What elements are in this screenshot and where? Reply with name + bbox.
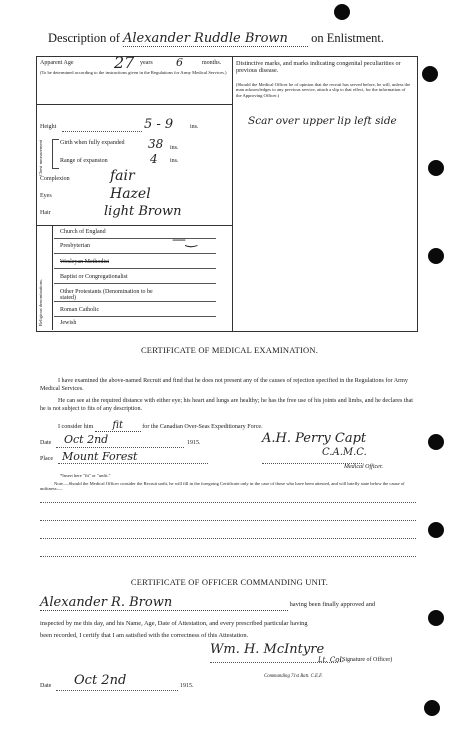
religion-item: Presbyterian (60, 243, 90, 249)
chest-bracket (52, 139, 59, 169)
age-note: (To be determined according to the instructions given in the Regulations for Army Medical Services.) (40, 70, 227, 75)
officer-line-1 (40, 595, 375, 611)
punch-hole (422, 66, 438, 82)
consider-suffix: for the Canadian Over-Seas Expeditionary Force. (142, 424, 263, 430)
marks-note: (Should the Medical Officer be of opinion that the recruit has served before, he will, unless the man acknowledges to any previous service, attach a slip to that effect, for the information of the Approving Officer.) (236, 82, 411, 98)
religion-rule (54, 253, 216, 254)
punch-hole (428, 434, 444, 450)
religion-item: Jewish (60, 320, 77, 326)
cause-line (40, 502, 416, 503)
religion-rule (54, 268, 216, 269)
religion-group-label: Religious denominations. (38, 279, 43, 326)
dotted-leader (62, 131, 142, 132)
chest-group-label: Chest measurement (38, 139, 43, 176)
row-divider (36, 225, 232, 226)
hair-value: light Brown (104, 204, 182, 219)
table-divider (232, 56, 233, 331)
cause-line (40, 520, 416, 521)
complexion-value: fair (110, 168, 135, 184)
title-suffix: on Enlistment. (311, 31, 385, 45)
dotted-leader (56, 447, 184, 448)
months-label: months. (202, 60, 222, 66)
officer-date-value: Oct 2nd (74, 673, 127, 688)
medical-officer-signature: A.H. Perry Capt (262, 431, 367, 446)
medical-place-value: Mount Forest (62, 450, 138, 463)
medical-date-value: Oct 2nd (64, 433, 109, 446)
marks-heading: Distinctive marks, and marks indicating congenital peculiarities or previous disease. (236, 60, 401, 75)
religion-item: Baptist or Congregationalist (60, 274, 128, 280)
punch-hole (428, 522, 444, 538)
dotted-leader (58, 463, 208, 464)
officer-line-3: been recorded, I certify that I am satisfied with the correctness of this Attestation. (40, 632, 249, 639)
cause-line (40, 538, 416, 539)
range-unit: ins. (170, 158, 179, 164)
age-years-value: 27 (114, 53, 135, 72)
medical-officer-label: Medical Officer. (344, 464, 383, 470)
punch-hole (428, 248, 444, 264)
commanding-officer-rank: Lt. Col. (318, 656, 344, 664)
range-label: Range of expansion (60, 158, 108, 164)
punch-hole (334, 4, 350, 20)
punch-hole (428, 160, 444, 176)
religion-divider (52, 226, 53, 330)
officer-date-label: Date (40, 683, 52, 689)
height-unit: ins. (190, 124, 199, 130)
officer-year: 1915. (180, 683, 194, 689)
dotted-leader (56, 690, 178, 691)
officer-heading: CERTIFICATE OF OFFICER COMMANDING UNIT. (130, 577, 329, 587)
range-value: 4 (150, 152, 158, 166)
religion-item: Other Protestants (Denomination to be stated) (60, 289, 153, 301)
religion-rule (54, 316, 216, 317)
medical-date-label: Date (40, 440, 52, 446)
religion-check-mark: —‿ (172, 232, 198, 248)
medical-officer-rank: C.A.M.C. (322, 447, 367, 458)
complexion-label: Complexion (40, 176, 70, 182)
consider-line (58, 420, 263, 432)
age-months-value: 6 (176, 56, 183, 69)
religion-rule (54, 301, 216, 302)
title-prefix: Description of (48, 31, 120, 45)
eyes-value: Hazel (110, 186, 151, 202)
religion-item: Roman Catholic (60, 307, 100, 313)
officer-text-after-name: having been finally approved and (289, 601, 376, 608)
girth-label: Girth when fully expanded (60, 140, 125, 146)
height-label: Height (40, 124, 57, 130)
row-divider (36, 104, 232, 105)
recruit-name: Alexander Ruddle Brown (123, 31, 308, 47)
apparent-age-label: Apparent Age (40, 60, 74, 66)
medical-place-label: Place (40, 456, 53, 462)
unfit-note: Note.—Should the Medical Officer consider the Recruit unfit, he will fill in the foregoing Certificate only in the case of those who have been attested, and will briefly state below the cause of unfitness:— (40, 481, 405, 492)
medical-para-2: He can see at the required distance with either eye; his heart and lungs are healthy; he has the free use of his joints and limbs, and he declares that he is not subject to fits of any description. (40, 398, 414, 412)
punch-hole (428, 610, 444, 626)
punch-hole (424, 700, 440, 716)
insert-note: *Insert here "fit" or "unfit." (60, 473, 111, 478)
cause-line (40, 556, 416, 557)
commanding-note: Commanding 71st Batt. C.E.F. (264, 674, 323, 679)
medical-heading: CERTIFICATE OF MEDICAL EXAMINATION. (140, 345, 319, 355)
religion-item: Church of England (60, 229, 106, 235)
signature-label: (Signature of Officer) (340, 657, 393, 663)
religion-rule (54, 283, 216, 284)
officer-line-2: inspected by me this day, and his Name, Age, Date of Attestation, and every prescribed particular having (40, 620, 308, 627)
girth-value: 38 (148, 137, 164, 151)
fitness-value: fit (95, 420, 141, 432)
medical-year: 1915. (187, 440, 201, 446)
years-label: years (140, 60, 153, 66)
religion-item: Wesleyan Methodist (60, 259, 110, 265)
commanding-officer-signature: Wm. H. McIntyre (210, 642, 325, 657)
girth-unit: ins. (170, 145, 179, 151)
hair-label: Hair (40, 210, 51, 216)
eyes-label: Eyes (40, 193, 52, 199)
marks-value: Scar over upper lip left side (248, 115, 397, 127)
page-title (48, 31, 384, 47)
height-value: 5 - 9 (144, 117, 174, 132)
officer-recruit-name: Alexander R. Brown (40, 595, 288, 611)
consider-prefix: I consider him (58, 424, 94, 430)
medical-para-1: I have examined the above-named Recruit and find that he does not present any of the causes of rejection specified in the Regulations for Army Medical Services. (40, 378, 408, 392)
